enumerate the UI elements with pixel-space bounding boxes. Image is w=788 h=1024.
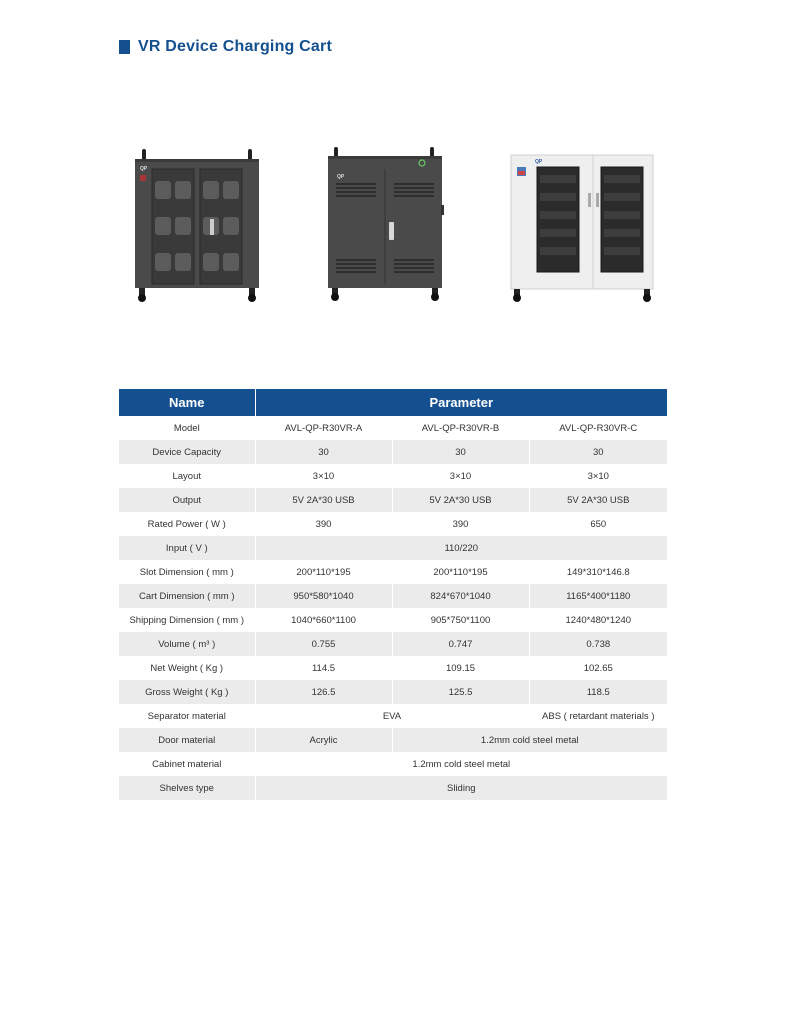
row-label: Cabinet material [119, 752, 255, 776]
spec-table [119, 389, 667, 800]
row-label: Rated Power ( W ) [119, 512, 255, 536]
cell-slot-c: 149*310*146.8 [566, 566, 630, 578]
cell-gross-c: 118.5 [529, 680, 667, 704]
row-label: Shipping Dimension ( mm ) [119, 608, 255, 632]
table-row-output [119, 488, 667, 512]
page-header [119, 38, 332, 56]
cell-shipping-c: 1240*480*1240 [565, 614, 632, 626]
cell-cart-a: 950*580*1040 [255, 584, 392, 608]
cell-net-b: 109.15 [392, 656, 529, 680]
row-label: Door material [119, 728, 255, 752]
cell-cabinet-all: 1.2mm cold steel metal [412, 758, 511, 770]
cell-cart-c: 1165*400*1180 [529, 584, 667, 608]
cell-net-a: 114.5 [255, 656, 392, 680]
table-row-shelves [119, 776, 667, 800]
table-row-power [119, 512, 667, 536]
cell-layout-b: 3×10 [392, 464, 529, 488]
cell-model-b: AVL-QP-R30VR-B [392, 416, 529, 440]
cell-capacity-b: 30 [392, 440, 529, 464]
product-image-b [325, 145, 445, 303]
row-label: Device Capacity [119, 440, 255, 464]
row-label: Net Weight ( Kg ) [119, 656, 255, 680]
title-marker [119, 40, 130, 54]
table-row-model [119, 416, 667, 440]
table-row-input [119, 536, 667, 560]
cell-output-a: 5V 2A*30 USB [255, 488, 392, 512]
cell-shipping-b: 905*750*1100 [392, 608, 529, 632]
cell-layout-a: 3×10 [255, 464, 392, 488]
cell-layout-c: 3×10 [587, 470, 609, 482]
cell-net-c: 102.65 [583, 662, 613, 674]
page-title: VR Device Charging Cart [138, 38, 332, 55]
table-row-cabinet [119, 752, 667, 776]
cell-gross-b: 125.5 [392, 680, 529, 704]
cell-model-c: AVL-QP-R30VR-C [559, 422, 638, 434]
cell-slot-a: 200*110*195 [255, 560, 392, 584]
row-label: Cart Dimension ( mm ) [119, 584, 255, 608]
table-row-door [119, 728, 667, 752]
table-row-gross-weight [119, 680, 667, 704]
header-name: Name [119, 389, 255, 416]
cell-power-b: 390 [392, 512, 529, 536]
cell-capacity-a: 30 [255, 440, 392, 464]
cell-volume-b: 0.747 [392, 632, 529, 656]
product-image-c [509, 153, 655, 303]
table-row-layout [119, 464, 667, 488]
row-label: Layout [119, 464, 255, 488]
table-row-net-weight [119, 656, 667, 680]
cell-separator-c: ABS ( retardant materials ) [542, 710, 655, 722]
cell-door-a: Acrylic [255, 728, 392, 752]
row-label: Gross Weight ( Kg ) [119, 680, 255, 704]
cell-output-b: 5V 2A*30 USB [392, 488, 529, 512]
cell-volume-c: 0.738 [529, 632, 667, 656]
cell-volume-a: 0.755 [255, 632, 392, 656]
table-row-slot [119, 560, 667, 584]
table-row-shipping [119, 608, 667, 632]
row-label: Input ( V ) [119, 536, 255, 560]
table-row-capacity [119, 440, 667, 464]
cell-power-a: 390 [255, 512, 392, 536]
cell-door-bc: 1.2mm cold steel metal [392, 728, 667, 752]
row-label: Slot Dimension ( mm ) [119, 560, 255, 584]
row-label: Separator material [119, 704, 255, 728]
table-header-row [119, 389, 667, 416]
cell-cart-b: 824*670*1040 [392, 584, 529, 608]
table-row-volume [119, 632, 667, 656]
cell-slot-b: 200*110*195 [392, 560, 529, 584]
cell-shipping-a: 1040*660*1100 [255, 608, 392, 632]
cell-gross-a: 126.5 [255, 680, 392, 704]
header-parameter: Parameter [255, 389, 667, 416]
brand-logo: QP [535, 159, 543, 165]
cell-separator-ab: EVA [255, 704, 529, 728]
row-label: Model [119, 416, 255, 440]
row-label: Shelves type [119, 776, 255, 800]
product-image-a [131, 147, 263, 303]
cell-capacity-c: 30 [529, 440, 667, 464]
cell-output-c: 5V 2A*30 USB [529, 488, 667, 512]
table-row-separator [119, 704, 667, 728]
brand-logo: QP [140, 166, 148, 172]
cell-model-a: AVL-QP-R30VR-A [255, 416, 392, 440]
row-label: Volume ( m³ ) [119, 632, 255, 656]
brand-logo: QP [337, 174, 345, 180]
cell-power-c: 650 [590, 518, 607, 530]
table-row-cart [119, 584, 667, 608]
row-label: Output [119, 488, 255, 512]
cell-shelves-all: Sliding [255, 776, 667, 800]
cell-input-all: 110/220 [255, 536, 667, 560]
